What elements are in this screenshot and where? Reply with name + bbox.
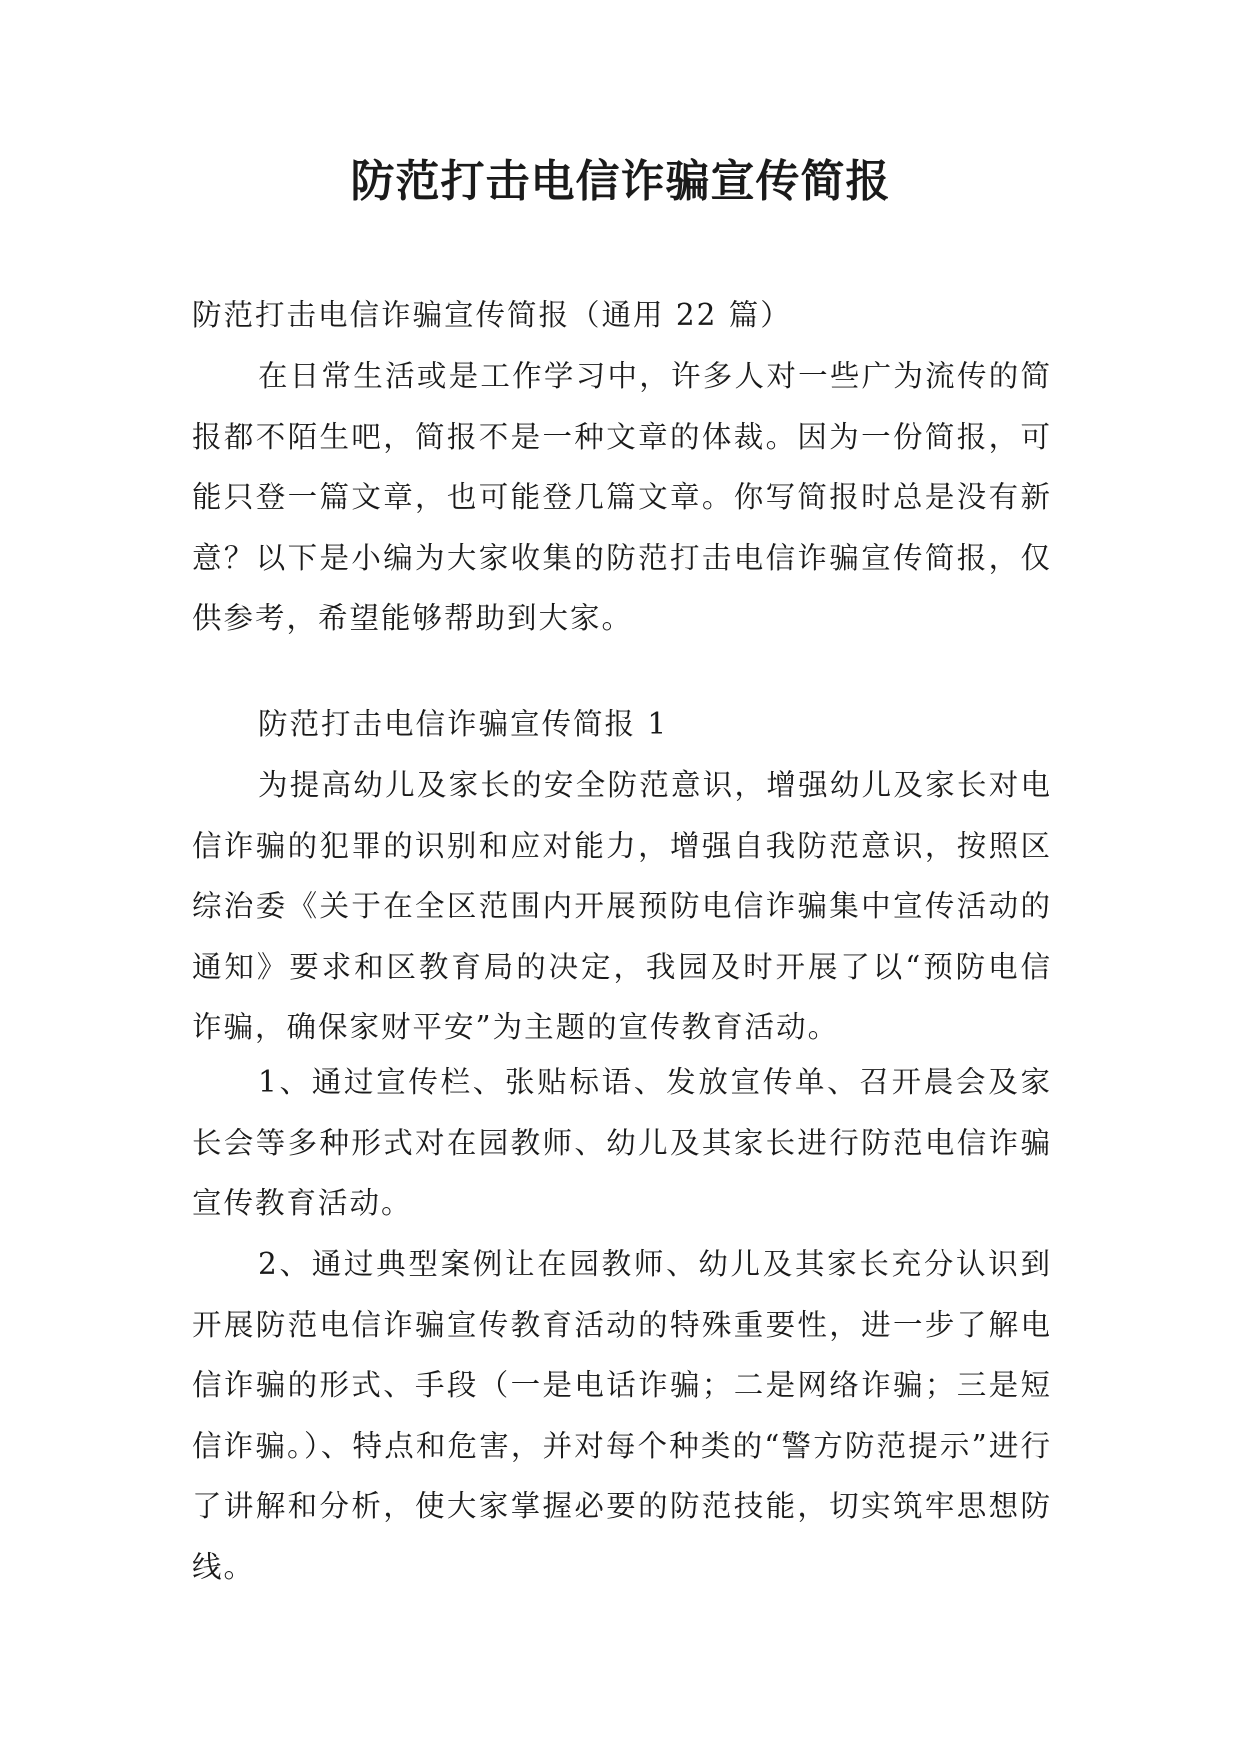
body-paragraph-2: 1、通过宣传栏、张贴标语、发放宣传单、召开晨会及家长会等多种形式对在园教师、幼儿及其家长进行防范电信诈骗宣传教育活动。 <box>192 1065 1052 1220</box>
body-paragraph-3: 2、通过典型案例让在园教师、幼儿及其家长充分认识到开展防范电信诈骗宣传教育活动的特殊重要性，进一步了解电信诈骗的形式、手段（一是电话诈骗；二是网络诈骗；三是短信诈骗。）、特点和危害，并对每个种类的“警方防范提示”进行了讲解和分析，使大家掌握必要的防范技能，切实筑牢思想防线。 <box>192 1247 1052 1584</box>
document-title: 防范打击电信诈骗宣传简报 <box>350 156 891 207</box>
section-heading: 防范打击电信诈骗宣传简报 1 <box>258 707 669 741</box>
intro-paragraph: 在日常生活或是工作学习中，许多人对一些广为流传的简报都不陌生吧，简报不是一种文章的体裁。因为一份简报，可能只登一篇文章，也可能登几篇文章。你写简报时总是没有新意？以下是小编为大家收集的防范打击电信诈骗宣传简报，仅供参考，希望能够帮助到大家。 <box>192 359 1052 635</box>
document-subtitle: 防范打击电信诈骗宣传简报（通用 22 篇） <box>192 298 792 332</box>
body-paragraph-1: 为提高幼儿及家长的安全防范意识，增强幼儿及家长对电信诈骗的犯罪的识别和应对能力，增强自我防范意识，按照区综治委《关于在全区范围内开展预防电信诈骗集中宣传活动的通知》要求和区教育局的决定，我园及时开展了以“预防电信诈骗，确保家财平安”为主题的宣传教育活动。 <box>192 768 1052 1044</box>
